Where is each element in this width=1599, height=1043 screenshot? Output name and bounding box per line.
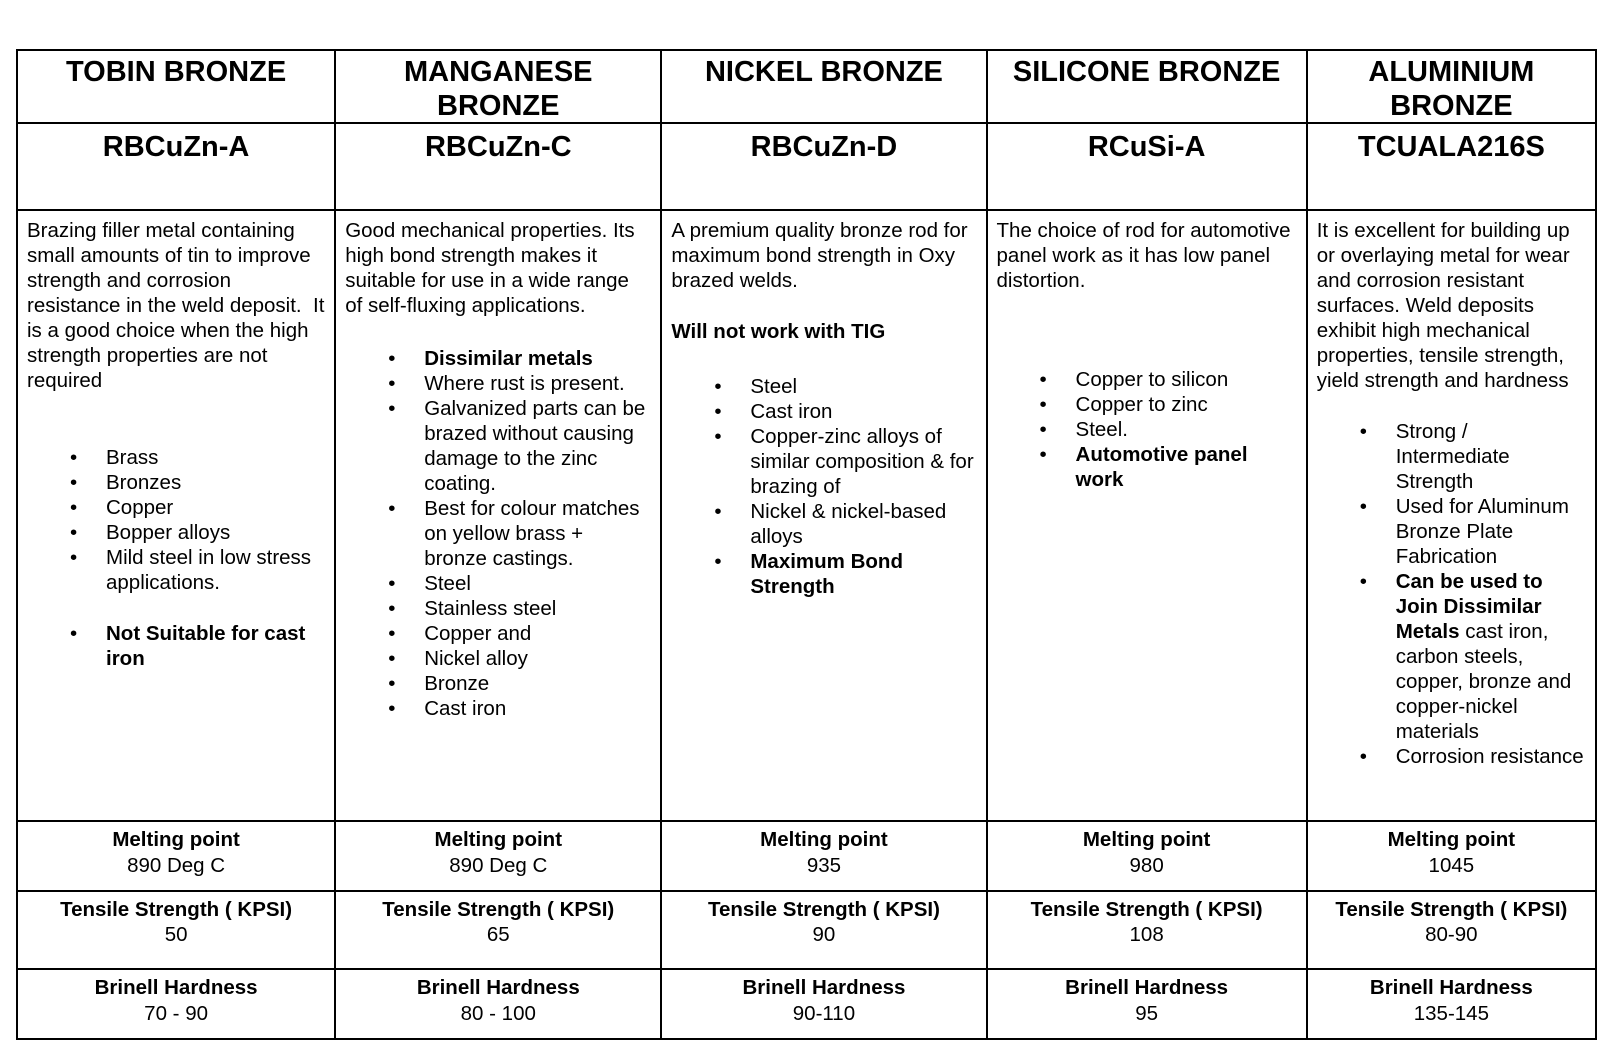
description-text: Brazing filler metal containing small amounts of tin to improve strength and corrosion resistance in the weld deposit. It is a good choice when the high strength properties are not required [27,219,325,393]
bullet-item: • Copper and [424,621,651,646]
bullet-item: • Steel. [1076,417,1297,442]
column-silicone-bronze [988,51,1308,1038]
melting-point-label: Melting point [760,827,888,851]
bullet-item: • Corrosion resistance [1396,744,1586,769]
melting-point-value: 935 [806,853,842,877]
tensile-strength-label: Tensile Strength ( KPSI) [1030,897,1263,921]
bullet-item: • Steel [750,374,976,399]
bullet-item: • Can be used to Join Dissimilar Metals cast iron, carbon steels, copper, bronze and copper-nickel materials [1396,569,1586,744]
brinell-hardness-label: Brinell Hardness [416,976,580,1000]
tensile-strength-label: Tensile Strength ( KPSI) [382,897,615,921]
column-name: ALUMINIUM BRONZE [1308,51,1595,124]
melting-point-label: Melting point [112,827,240,851]
application-list [345,346,651,721]
melting-point-cell [18,822,334,892]
bullet-item: • Copper to silicon [1076,367,1297,392]
bullet-item: • Copper to zinc [1076,392,1297,417]
bullet-item: • Dissimilar metals [424,346,651,371]
column-name: NICKEL BRONZE [662,51,985,124]
bullet-item: • Strong / Intermediate Strength [1396,419,1586,494]
brinell-hardness-label: Brinell Hardness [1065,976,1229,1000]
brinell-hardness-value: 80 - 100 [460,1002,536,1026]
melting-point-cell [1308,822,1595,892]
brinell-hardness-value: 90-110 [792,1002,856,1026]
column-name: TOBIN BRONZE [18,51,334,124]
brinell-hardness-label: Brinell Hardness [94,976,258,1000]
brinell-hardness-value: 135-145 [1413,1002,1489,1026]
tensile-strength-label: Tensile Strength ( KPSI) [60,897,293,921]
bronze-comparison-table [16,49,1597,1040]
alloy-code: RBCuZn-C [336,124,660,212]
tensile-strength-value: 50 [164,923,188,947]
description-cell [988,211,1306,821]
tig-warning-text: Will not work with TIG [671,320,886,344]
application-list [1317,419,1586,769]
application-list [997,367,1297,492]
bullet-item: • Copper-zinc alloys of similar composition & for brazing of [750,424,976,499]
column-name: MANGANESE BRONZE [336,51,660,124]
description-text: The choice of rod for automotive panel work as it has low panel distortion. [996,219,1291,293]
tensile-strength-cell [988,892,1306,971]
melting-point-label: Melting point [1082,827,1211,851]
tensile-strength-value: 80-90 [1425,923,1478,947]
alloy-code: RBCuZn-D [662,124,985,212]
tensile-strength-cell [662,892,985,971]
brinell-hardness-cell [988,970,1306,1038]
application-list [27,445,325,671]
brinell-hardness-value: 95 [1135,1002,1159,1026]
description-text: A premium quality bronze rod for maximum bond strength in Oxy brazed welds. [671,219,968,293]
bullet-item: • Stainless steel [424,596,651,621]
melting-point-cell [988,822,1306,892]
tensile-strength-cell [336,892,660,971]
bullet-item: • Where rust is present. [424,371,651,396]
application-list [671,374,976,599]
brinell-hardness-cell [1308,970,1595,1038]
description-cell [662,211,985,821]
melting-point-cell [336,822,660,892]
description-text: It is excellent for building up or overlaying metal for wear and corrosion resistant surfaces. Weld deposits exhibit high mechanical properties, tensile strength, yield strength and hardness [1316,219,1570,393]
bullet-item: • Mild steel in low stress applications. [106,545,325,595]
bullet-item: • Automotive panel work [1076,442,1297,492]
alloy-code: RCuSi-A [988,124,1306,212]
bullet-item: • Maximum Bond Strength [750,549,976,599]
bullet-item: • Nickel alloy [424,646,651,671]
brinell-hardness-label: Brinell Hardness [1369,976,1533,1000]
column-aluminium-bronze [1308,51,1595,1038]
description-cell [1308,211,1595,821]
tensile-strength-label: Tensile Strength ( KPSI) [1335,897,1568,921]
bullet-item: • Used for Aluminum Bronze Plate Fabrication [1396,494,1586,569]
bullet-item: • Not Suitable for cast iron [106,621,325,671]
bullet-item: • Best for colour matches on yellow brass + bronze castings. [424,496,651,571]
melting-point-value: 980 [1129,853,1164,877]
bullet-item: • Brass [106,445,325,470]
tensile-strength-cell [1308,892,1595,971]
brinell-hardness-cell [336,970,660,1038]
alloy-code: TCUALA216S [1308,124,1595,212]
melting-point-label: Melting point [1387,827,1516,851]
column-nickel-bronze [662,51,987,1038]
melting-point-value: 890 Deg C [127,853,226,877]
description-text: Good mechanical properties. Its high bond strength makes it suitable for use in a wide range of self-fluxing applications. [345,219,635,318]
tensile-strength-value: 65 [486,923,510,947]
tensile-strength-cell [18,892,334,971]
alloy-code: RBCuZn-A [18,124,334,212]
melting-point-value: 890 Deg C [449,853,548,877]
column-name: SILICONE BRONZE [988,51,1306,124]
bullet-item: • Bronze [424,671,651,696]
bullet-item: • Galvanized parts can be brazed without causing damage to the zinc coating. [424,396,651,496]
brinell-hardness-value: 70 - 90 [144,1002,208,1026]
description-cell [18,211,334,821]
column-manganese-bronze [336,51,662,1038]
melting-point-cell [662,822,985,892]
tensile-strength-label: Tensile Strength ( KPSI) [707,897,940,921]
brinell-hardness-label: Brinell Hardness [742,976,906,1000]
melting-point-label: Melting point [434,827,563,851]
brinell-hardness-cell [18,970,334,1038]
tensile-strength-value: 108 [1129,923,1164,947]
melting-point-value: 1045 [1428,853,1475,877]
bullet-item: • Cast iron [750,399,976,424]
bullet-item: • Bopper alloys [106,520,325,545]
bullet-item: • Bronzes [106,470,325,495]
tensile-strength-value: 90 [812,923,836,947]
bullet-item: • Steel [424,571,651,596]
description-cell [336,211,660,821]
bullet-item: • Nickel & nickel-based alloys [750,499,976,549]
bullet-item: • Cast iron [424,696,651,721]
brinell-hardness-cell [662,970,985,1038]
bullet-item: • Copper [106,495,325,520]
column-tobin-bronze [18,51,336,1038]
